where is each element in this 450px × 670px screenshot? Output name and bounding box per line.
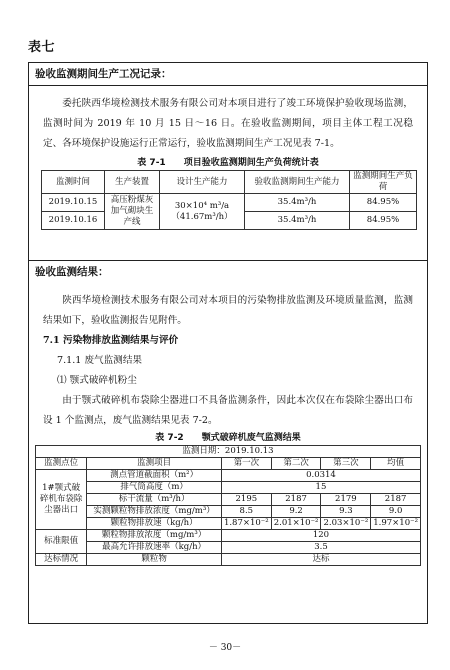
production-load-table: [41, 170, 417, 230]
table-cell: 35.4m³/h: [245, 212, 350, 230]
table-cell: 0.0314: [221, 470, 420, 482]
table-cell: 2195: [221, 494, 271, 506]
table-cell: 2179: [321, 494, 371, 506]
table-row: [36, 518, 421, 530]
table-cell: 排气筒高度（m）: [87, 482, 222, 494]
table-cell: 最高允许排放速率（kg/h）: [87, 542, 222, 554]
table-cell: 2019.10.16: [42, 212, 105, 230]
table-header-cell: 监测点位: [36, 458, 87, 470]
table-cell: 2187: [271, 494, 321, 506]
table-cell: 标干流量（m³/h）: [87, 494, 222, 506]
table-header-cell: 生产装置: [105, 171, 160, 194]
table-cell: 15: [221, 482, 420, 494]
table-header-cell: 第三次: [321, 458, 371, 470]
table-caption: 表 7-1 项目验收监测期间生产负荷统计表: [137, 158, 319, 168]
table-header-cell: 第二次: [271, 458, 321, 470]
table-cell: 1.97×10⁻²: [371, 518, 421, 530]
page-heading: 表七: [28, 40, 56, 55]
table-cell: 2187: [371, 494, 421, 506]
form-frame: [28, 62, 428, 624]
table-cell: 1.87×10⁻²: [221, 518, 271, 530]
compliance-label-cell: 达标情况: [36, 554, 87, 566]
table-cell: 颗粒物排放浓度（mg/m³）: [87, 530, 222, 542]
table-cell: 颗粒物排放速（kg/h）: [87, 518, 222, 530]
table-row: [36, 554, 421, 566]
table-header-cell: 均值: [371, 458, 421, 470]
table-cell: 84.95%: [350, 194, 417, 212]
table-cell: 3.5: [221, 542, 420, 554]
limit-label-cell: 标准限值: [36, 530, 87, 554]
table-cell: 84.95%: [350, 212, 417, 230]
crusher-emission-table: [35, 445, 421, 566]
table-header-cell: 监测时间: [42, 171, 105, 194]
table-row: [36, 530, 421, 542]
table-cell: 2019.10.15: [42, 194, 105, 212]
table-cell: 9.0: [371, 506, 421, 518]
table-cell: 颗粒物: [87, 554, 222, 566]
table-row: [36, 470, 421, 482]
table-cell: 实测颗粒物排放浓度（mg/m³）: [87, 506, 222, 518]
design-capacity-line: 30×10⁴ m³/a: [174, 200, 230, 211]
table-header-row: [36, 458, 421, 470]
table-header-cell: 验收监测期间生产能力: [245, 171, 350, 194]
table-cell: 8.5: [221, 506, 271, 518]
section-monitoring-results: [29, 261, 427, 623]
table-row: [42, 194, 417, 212]
section-paragraph: 委托陕西华境检测技术服务有限公司对本项目进行了竣工环境保护验收现场监测，监测时间为 2019 年 10 月 15 日～16 日。在验收监测期间，项目主体工程工况稳定、各环境保护设施运行正常运行，验收监测期间生产工况见表 7-1。: [43, 98, 413, 149]
table-cell: 2.01×10⁻²: [271, 518, 321, 530]
table-caption: 表 7-2 颚式破碎机废气监测结果: [155, 433, 301, 443]
table-header-cell: 设计生产能力: [160, 171, 245, 194]
section-paragraph: 由于颚式破碎机布袋除尘器进口不具备监测条件，因此本次仅在布袋除尘器出口布设 1 个监测点，废气监测结果见表 7-2。: [43, 395, 413, 426]
subheading: 7.1.1 废气监测结果: [57, 355, 143, 366]
table-cell: 9.2: [271, 506, 321, 518]
table-header-row: [42, 171, 417, 194]
table-cell: 监测日期：2019.10.13: [36, 446, 421, 458]
section-production-conditions: [29, 63, 427, 261]
subheading: ⑴ 颚式破碎机粉尘: [57, 375, 137, 386]
section-title: 验收监测期间生产工况记录：: [29, 63, 427, 86]
monitoring-point-cell: 1#颚式破碎机布袋除尘器出口: [36, 470, 87, 530]
table-row: [36, 506, 421, 518]
table-header-cell: 监测项目: [87, 458, 222, 470]
subheading: 7.1 污染物排放监测结果与评价: [43, 335, 179, 346]
table-cell: 2.03×10⁻²: [321, 518, 371, 530]
table-cell: 35.4m³/h: [245, 194, 350, 212]
page-number: － 30－: [208, 643, 242, 653]
table-cell: 120: [221, 530, 420, 542]
table-row: [36, 482, 421, 494]
table-header-cell: 监测期间生产负荷: [350, 171, 417, 194]
table-row: [36, 494, 421, 506]
design-capacity-line: （41.67m³/h）: [171, 211, 233, 222]
table-date-row: [36, 446, 421, 458]
table-cell: 9.3: [321, 506, 371, 518]
table-header-cell: 第一次: [221, 458, 271, 470]
section-title: 验收监测结果：: [35, 266, 109, 278]
device-cell: 高压粉煤灰加气砌块生产线: [105, 194, 160, 230]
table-cell: 达标: [221, 554, 420, 566]
design-capacity-cell: [160, 194, 245, 230]
section-paragraph: 陕西华境检测技术服务有限公司对本项目的污染物排放监测及环境质量监测，监测结果如下，验收监测报告见附件。: [43, 295, 413, 326]
table-cell: 测点管道截面积（m²）: [87, 470, 222, 482]
table-row: [36, 542, 421, 554]
